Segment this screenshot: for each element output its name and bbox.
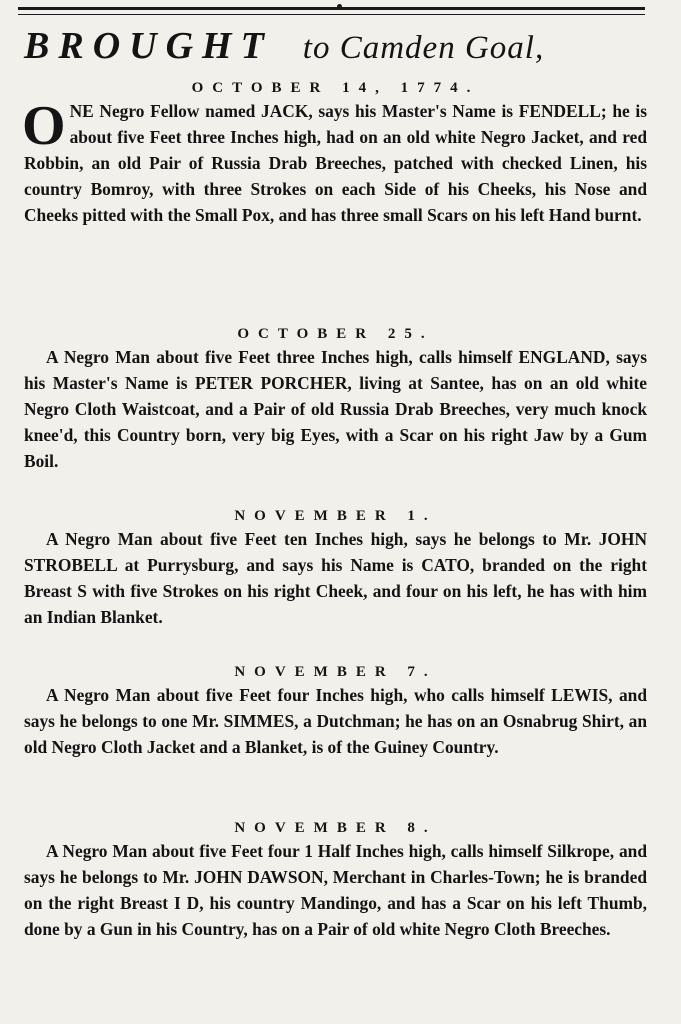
drop-cap: O bbox=[22, 95, 66, 157]
notice-date: OCTOBER 14, 1774. bbox=[191, 80, 480, 96]
notice-text: NE Negro Fellow named JACK, says his Master's Name is FENDELL; he is about five Feet three Inches high, had on an old white Negro Jacket, and red Robbin, an old Pair of Russia Drab Breeches, patched with checked Linen, his country Bomroy, with three Strokes on each Side of his Cheeks, his Nose and Cheeks pitted with the Small Pox, and has three small Scars on his left Hand burnt. bbox=[24, 101, 647, 225]
notice-text: A Negro Man about five Feet three Inches high, calls himself ENGLAND, says his Master's Name is PETER PORCHER, living at Santee, has on an old white Negro Cloth Waistcoat, and a Pair of old Russia Drab Breeches, very much knock knee'd, this Country born, very big Eyes, with a Scar on his right Jaw by a Gum Boil. bbox=[24, 347, 647, 471]
top-thin-rule bbox=[18, 14, 645, 15]
notice-entry-nov-7 bbox=[24, 662, 647, 760]
notice-text: A Negro Man about five Feet four Inches high, who calls himself LEWIS, and says he belongs to one Mr. SIMMES, a Dutchman; he has on an Osnabrug Shirt, an old Negro Cloth Jacket and a Blanket, is of the Guiney Country. bbox=[24, 685, 647, 757]
notice-entry-nov-1 bbox=[24, 506, 647, 630]
notice-date: OCTOBER 25. bbox=[237, 326, 434, 342]
top-ornament-dot bbox=[337, 4, 342, 9]
notice-body bbox=[24, 344, 647, 474]
headline-brought: BROUGHT bbox=[24, 25, 273, 67]
notice-date: NOVEMBER 1. bbox=[234, 508, 437, 524]
top-rule bbox=[18, 7, 645, 10]
notice-date: NOVEMBER 7. bbox=[234, 664, 437, 680]
notice-entry-oct-25 bbox=[24, 324, 647, 474]
notice-entry-nov-8 bbox=[24, 818, 647, 942]
notice-text: A Negro Man about five Feet ten Inches high, says he belongs to Mr. JOHN STROBELL at Purrysburg, and says his Name is CATO, branded on the right Breast S with five Strokes on his right Cheek, and four on his left, he has with him an Indian Blanket. bbox=[24, 529, 647, 627]
notice-body bbox=[24, 838, 647, 942]
headline bbox=[24, 24, 645, 68]
notice-body bbox=[24, 682, 647, 760]
notice-text: A Negro Man about five Feet four 1 Half Inches high, calls himself Silkrope, and says he belongs to Mr. JOHN DAWSON, Merchant in Charles-Town; he is branded on the right Breast I D, his country Mandingo, and has a Scar on his left Thumb, done by a Gun in his Country, has on a Pair of old white Negro Cloth Breeches. bbox=[24, 841, 647, 939]
notice-body bbox=[24, 526, 647, 630]
notice-body bbox=[22, 95, 647, 228]
notice-date: NOVEMBER 8. bbox=[234, 820, 437, 836]
notice-entry-oct-14 bbox=[24, 78, 647, 228]
headline-camden-goal: to Camden Goal, bbox=[302, 30, 545, 66]
